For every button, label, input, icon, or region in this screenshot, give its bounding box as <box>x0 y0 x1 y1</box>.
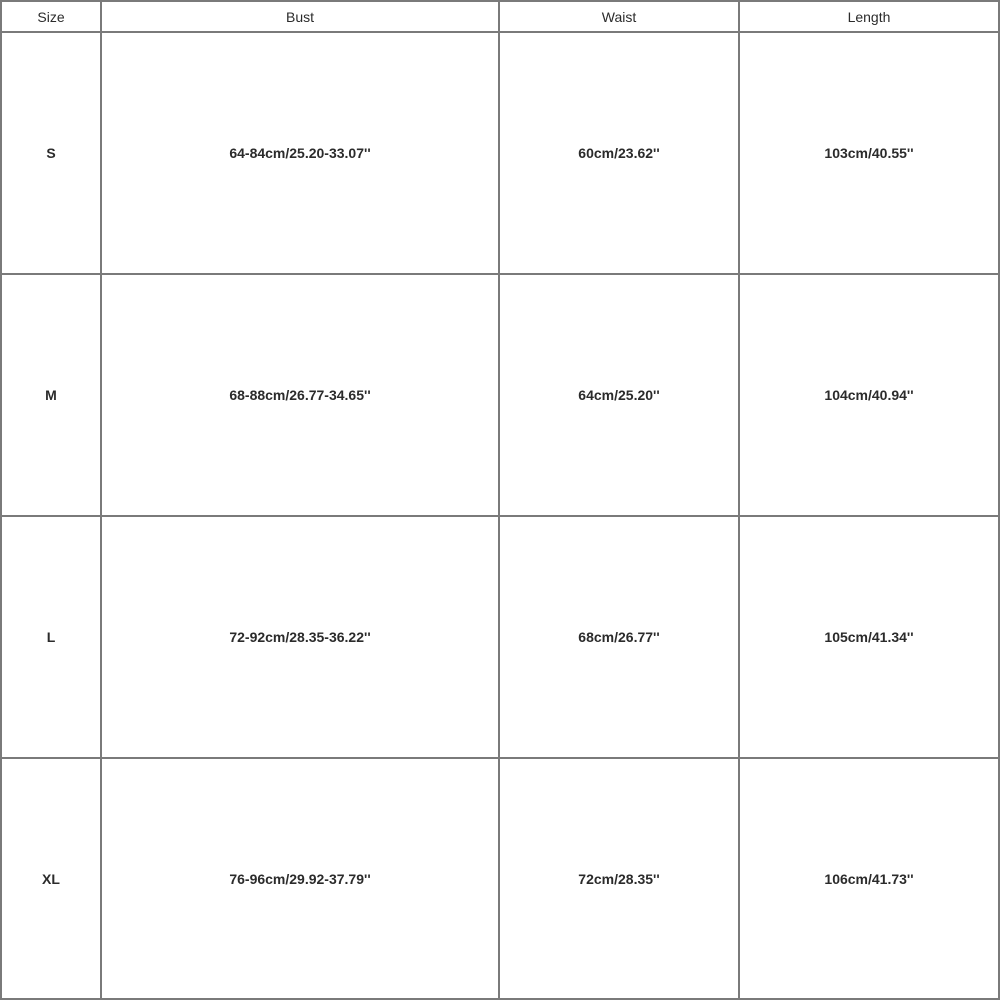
row-s-bust: 64-84cm/25.20-33.07'' <box>102 33 500 275</box>
row-s-length: 103cm/40.55'' <box>740 33 998 275</box>
header-waist: Waist <box>500 2 740 33</box>
row-xl-waist: 72cm/28.35'' <box>500 759 740 998</box>
header-size: Size <box>2 2 102 33</box>
row-l-length: 105cm/41.34'' <box>740 517 998 759</box>
row-s-waist: 60cm/23.62'' <box>500 33 740 275</box>
row-m-size: M <box>2 275 102 517</box>
header-bust: Bust <box>102 2 500 33</box>
row-xl-size: XL <box>2 759 102 998</box>
row-m-waist: 64cm/25.20'' <box>500 275 740 517</box>
row-s-size: S <box>2 33 102 275</box>
row-l-bust: 72-92cm/28.35-36.22'' <box>102 517 500 759</box>
row-l-size: L <box>2 517 102 759</box>
row-xl-length: 106cm/41.73'' <box>824 870 914 887</box>
row-m-bust: 68-88cm/26.77-34.65'' <box>102 275 500 517</box>
header-length: Length <box>740 2 998 33</box>
row-m-length: 104cm/40.94'' <box>740 275 998 517</box>
row-l-waist: 68cm/26.77'' <box>500 517 740 759</box>
row-xl-bust: 76-96cm/29.92-37.79'' <box>102 759 500 998</box>
